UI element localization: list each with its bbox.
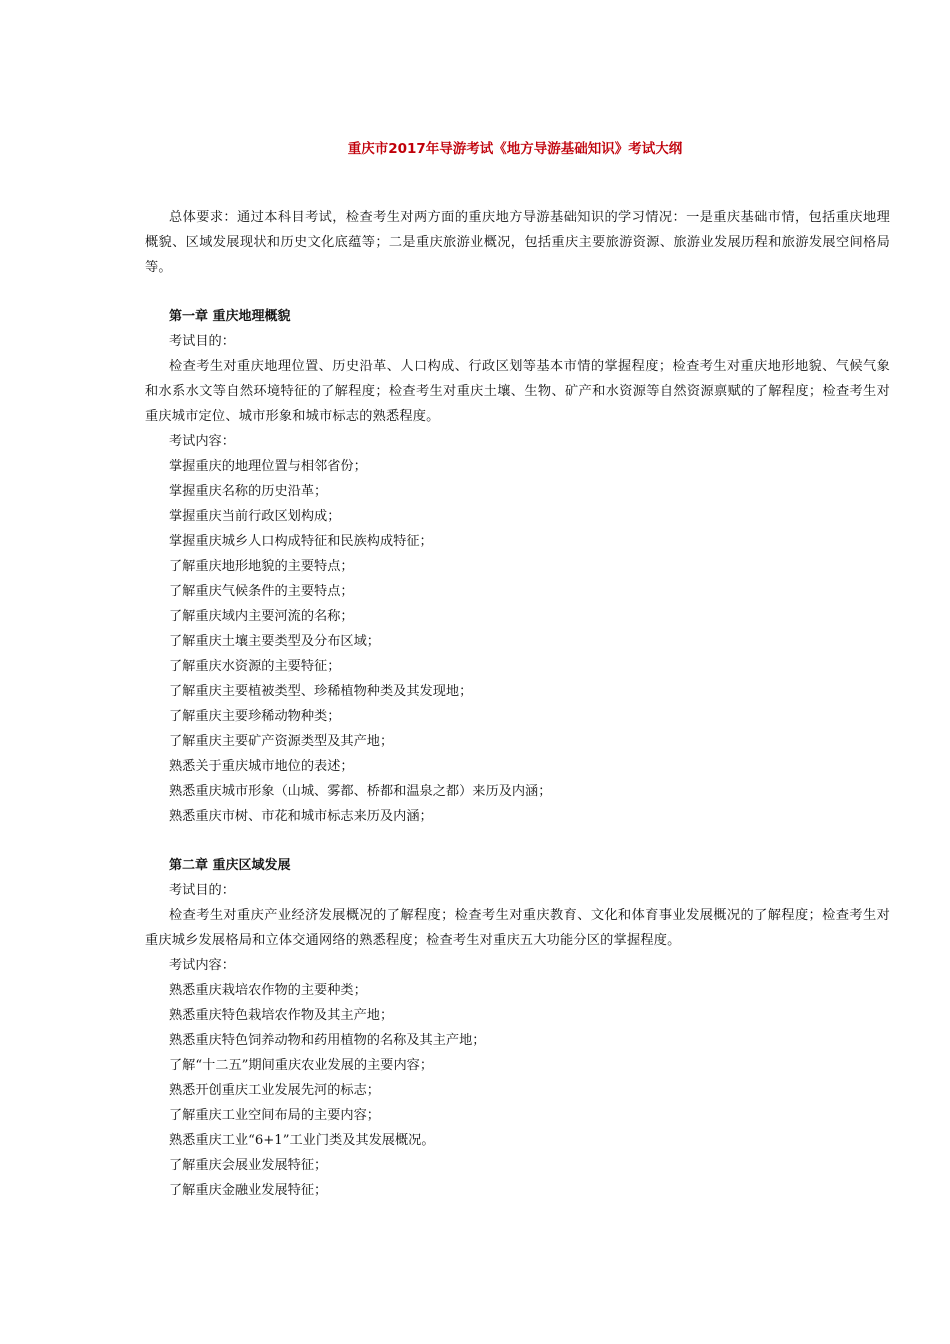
list-item: 了解重庆土壤主要类型及分布区域； <box>169 634 380 649</box>
overview-paragraph: 总体要求：通过本科目考试，检查考生对两方面的重庆地方导游基础知识的学习情况：一是重庆基础市情，包括重庆地理概貌、区域发展现状和历史文化底蕴等；二是重庆旅游业概况，包括重庆主要旅游资源、旅游业发展历程和旅游发展空间格局等。 <box>145 210 890 275</box>
content-label: 考试内容： <box>169 434 235 449</box>
purpose-label: 考试目的： <box>169 334 235 349</box>
list-item: 了解重庆主要植被类型、珍稀植物种类及其发现地； <box>169 684 473 699</box>
chapter-heading: 第二章 重庆区域发展 <box>169 858 291 873</box>
list-item: 了解“十二五”期间重庆农业发展的主要内容； <box>169 1058 434 1073</box>
chapter-2 <box>145 853 890 1203</box>
purpose-label: 考试目的： <box>169 883 235 898</box>
list-item: 了解重庆工业空间布局的主要内容； <box>169 1108 380 1123</box>
list-item: 了解重庆会展业发展特征； <box>169 1158 328 1173</box>
document-title: 重庆市2017年导游考试《地方导游基础知识》考试大纲 <box>347 141 683 157</box>
list-item: 掌握重庆名称的历史沿革； <box>169 484 328 499</box>
purpose-paragraph: 检查考生对重庆地理位置、历史沿革、人口构成、行政区划等基本市情的掌握程度；检查考生对重庆地形地貌、气候气象和水系水文等自然环境特征的了解程度；检查考生对重庆土壤、生物、矿产和水资源等自然资源禀赋的了解程度；检查考生对重庆城市定位、城市形象和城市标志的熟悉程度。 <box>145 359 890 424</box>
list-item: 熟悉开创重庆工业发展先河的标志； <box>169 1083 380 1098</box>
list-item: 熟悉重庆栽培农作物的主要种类； <box>169 983 367 998</box>
list-item: 了解重庆主要矿产资源类型及其产地； <box>169 734 394 749</box>
list-item: 了解重庆金融业发展特征； <box>169 1183 328 1198</box>
section-spacer <box>145 280 890 304</box>
list-item: 掌握重庆当前行政区划构成； <box>169 509 341 524</box>
content-label: 考试内容： <box>169 958 235 973</box>
content-list <box>145 978 890 1203</box>
section-spacer <box>145 829 890 853</box>
list-item: 了解重庆水资源的主要特征； <box>169 659 341 674</box>
list-item: 熟悉重庆特色饲养动物和药用植物的名称及其主产地； <box>169 1033 486 1048</box>
list-item: 了解重庆域内主要河流的名称； <box>169 609 354 624</box>
document-body <box>145 205 890 1203</box>
content-list <box>145 454 890 829</box>
list-item: 了解重庆气候条件的主要特点； <box>169 584 354 599</box>
list-item: 了解重庆地形地貌的主要特点； <box>169 559 354 574</box>
list-item: 掌握重庆城乡人口构成特征和民族构成特征； <box>169 534 433 549</box>
list-item: 熟悉重庆工业“6+1”工业门类及其发展概况。 <box>169 1133 435 1148</box>
chapter-1 <box>145 304 890 829</box>
list-item: 了解重庆主要珍稀动物种类； <box>169 709 341 724</box>
purpose-paragraph: 检查考生对重庆产业经济发展概况的了解程度；检查考生对重庆教育、文化和体育事业发展概况的了解程度；检查考生对重庆城乡发展格局和立体交通网络的熟悉程度；检查考生对重庆五大功能分区的掌握程度。 <box>145 908 890 948</box>
list-item: 熟悉重庆特色栽培农作物及其主产地； <box>169 1008 394 1023</box>
list-item: 熟悉重庆市树、市花和城市标志来历及内涵； <box>169 809 433 824</box>
list-item: 熟悉重庆城市形象（山城、雾都、桥都和温泉之都）来历及内涵； <box>169 784 552 799</box>
chapter-heading: 第一章 重庆地理概貌 <box>169 309 291 324</box>
list-item: 熟悉关于重庆城市地位的表述； <box>169 759 354 774</box>
list-item: 掌握重庆的地理位置与相邻省份； <box>169 459 367 474</box>
